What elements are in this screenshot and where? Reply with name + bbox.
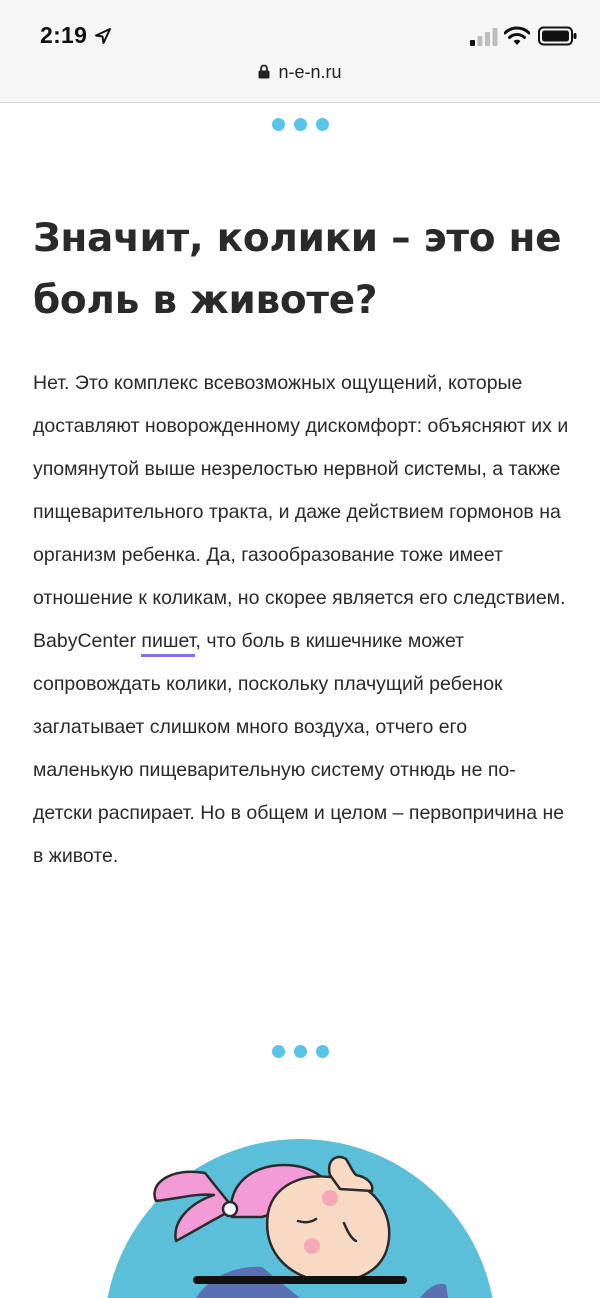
browser-status-bar [0,0,600,103]
paragraph-text: , что боль в кишечнике может сопровождать колики, поскольку плачущий ребенок заглатывает слишком много воздуха, отчего его маленькую пищеварительную систему отнюдь не по-детски распирает. Но в общем и целом – первопричина не в животе. [33,630,565,867]
section-divider-dots [0,118,600,131]
cellular-signal-icon [470,28,498,46]
status-time: 2:19 [40,22,88,48]
address-bar[interactable] [0,62,600,83]
battery-icon [538,26,578,46]
home-indicator[interactable] [193,1276,407,1284]
paragraph-text: Нет. Это комплекс всевозможных ощущений, которые доставляют новорожденному дискомфорт: объясняют их и упомянутой выше незрелостью нервной системы, а также пищеварительного тракта, и даже действием гормонов на организм ребенка. Да, газообразование тоже имеет отношение к коликам, но скорее является его следствием. BabyCenter [33,372,569,652]
location-arrow-icon [94,27,112,45]
article-paragraph [33,362,573,878]
heading-line: боль в животе? [33,278,378,323]
babycenter-link[interactable]: пишет [141,630,195,657]
article-heading [33,208,573,332]
divider-dot [294,1045,307,1058]
divider-dot [272,118,285,131]
section-divider-dots [0,1045,600,1058]
heading-line: Значит, колики – это не [33,216,562,261]
divider-dot [316,1045,329,1058]
divider-dot [316,118,329,131]
wifi-icon [504,26,530,46]
divider-dot [294,118,307,131]
url-text: n-e-n.ru [278,62,342,82]
divider-dot [272,1045,285,1058]
lock-icon [258,64,270,79]
crying-baby-illustration [0,1125,600,1298]
